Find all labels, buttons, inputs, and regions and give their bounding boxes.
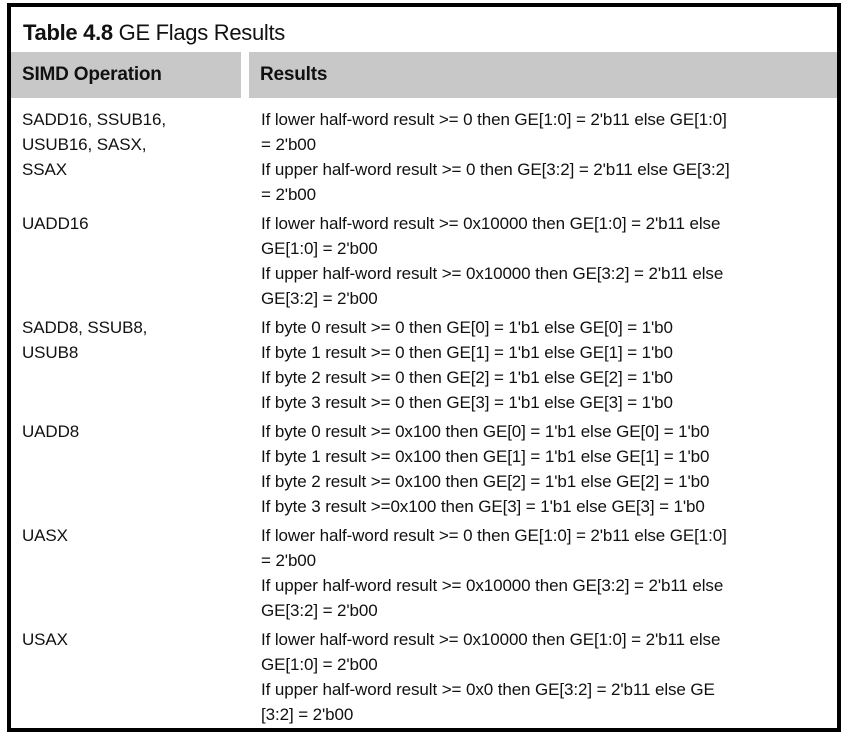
table-body bbox=[11, 98, 837, 727]
result-line: If byte 3 result >= 0 then GE[3] = 1'b1 else GE[3] = 1'b0 bbox=[261, 393, 673, 412]
table-title bbox=[11, 7, 837, 52]
operation-line: USUB8 bbox=[22, 343, 79, 362]
operation-cell bbox=[11, 419, 254, 519]
table-row bbox=[11, 419, 832, 519]
operation-line: UADD16 bbox=[22, 214, 89, 233]
operation-line: SADD8, SSUB8, bbox=[22, 318, 148, 337]
result-line: If byte 3 result >=0x100 then GE[3] = 1'b1 else GE[3] = 1'b0 bbox=[261, 497, 705, 516]
result-line: GE[3:2] = 2'b00 bbox=[261, 601, 378, 620]
results-cell bbox=[254, 627, 832, 727]
results-cell bbox=[254, 107, 832, 207]
table-number: Table 4.8 bbox=[23, 20, 113, 45]
result-line: If byte 2 result >= 0x100 then GE[2] = 1'b1 else GE[2] = 1'b0 bbox=[261, 472, 710, 491]
table-row bbox=[11, 523, 832, 623]
result-line: If lower half-word result >= 0x10000 then GE[1:0] = 2'b11 else bbox=[261, 630, 721, 649]
column-header-results: Results bbox=[249, 52, 837, 98]
operation-line: USAX bbox=[22, 630, 68, 649]
result-line: = 2'b00 bbox=[261, 135, 317, 154]
result-line: [3:2] = 2'b00 bbox=[261, 705, 354, 724]
result-line: = 2'b00 bbox=[261, 551, 317, 570]
operation-line: USUB16, SASX, bbox=[22, 135, 147, 154]
result-line: If lower half-word result >= 0 then GE[1:0] = 2'b11 else GE[1:0] bbox=[261, 526, 727, 545]
operation-line: UADD8 bbox=[22, 422, 80, 441]
table-header-row bbox=[11, 52, 837, 98]
result-line: If upper half-word result >= 0 then GE[3:2] = 2'b11 else GE[3:2] bbox=[261, 160, 730, 179]
result-line: If byte 0 result >= 0x100 then GE[0] = 1'b1 else GE[0] = 1'b0 bbox=[261, 422, 710, 441]
result-line: If byte 1 result >= 0x100 then GE[1] = 1'b1 else GE[1] = 1'b0 bbox=[261, 447, 710, 466]
result-line: If upper half-word result >= 0x10000 then GE[3:2] = 2'b11 else bbox=[261, 264, 724, 283]
operation-line: SSAX bbox=[22, 160, 67, 179]
result-line: If byte 2 result >= 0 then GE[2] = 1'b1 else GE[2] = 1'b0 bbox=[261, 368, 673, 387]
table-row bbox=[11, 315, 832, 415]
result-line: If lower half-word result >= 0 then GE[1:0] = 2'b11 else GE[1:0] bbox=[261, 110, 727, 129]
operation-cell bbox=[11, 211, 254, 311]
operation-cell bbox=[11, 107, 254, 207]
column-divider bbox=[241, 52, 249, 98]
column-header-simd-operation: SIMD Operation bbox=[11, 52, 241, 98]
result-line: GE[1:0] = 2'b00 bbox=[261, 655, 378, 674]
results-cell bbox=[254, 315, 832, 415]
result-line: If upper half-word result >= 0x10000 then GE[3:2] = 2'b11 else bbox=[261, 576, 724, 595]
operation-cell bbox=[11, 523, 254, 623]
result-line: If upper half-word result >= 0x0 then GE[3:2] = 2'b11 else GE bbox=[261, 680, 715, 699]
result-line: If lower half-word result >= 0x10000 then GE[1:0] = 2'b11 else bbox=[261, 214, 721, 233]
operation-line: SADD16, SSUB16, bbox=[22, 110, 167, 129]
table-row bbox=[11, 107, 832, 207]
operation-line: UASX bbox=[22, 526, 68, 545]
table-caption: GE Flags Results bbox=[118, 20, 286, 45]
operation-cell bbox=[11, 627, 254, 727]
results-cell bbox=[254, 419, 832, 519]
result-line: GE[3:2] = 2'b00 bbox=[261, 289, 378, 308]
table-frame bbox=[7, 3, 841, 732]
result-line: If byte 1 result >= 0 then GE[1] = 1'b1 else GE[1] = 1'b0 bbox=[261, 343, 673, 362]
result-line: If byte 0 result >= 0 then GE[0] = 1'b1 else GE[0] = 1'b0 bbox=[261, 318, 673, 337]
operation-cell bbox=[11, 315, 254, 415]
result-line: = 2'b00 bbox=[261, 185, 317, 204]
table-row bbox=[11, 627, 832, 727]
result-line: GE[1:0] = 2'b00 bbox=[261, 239, 378, 258]
results-cell bbox=[254, 523, 832, 623]
results-cell bbox=[254, 211, 832, 311]
table-row bbox=[11, 211, 832, 311]
